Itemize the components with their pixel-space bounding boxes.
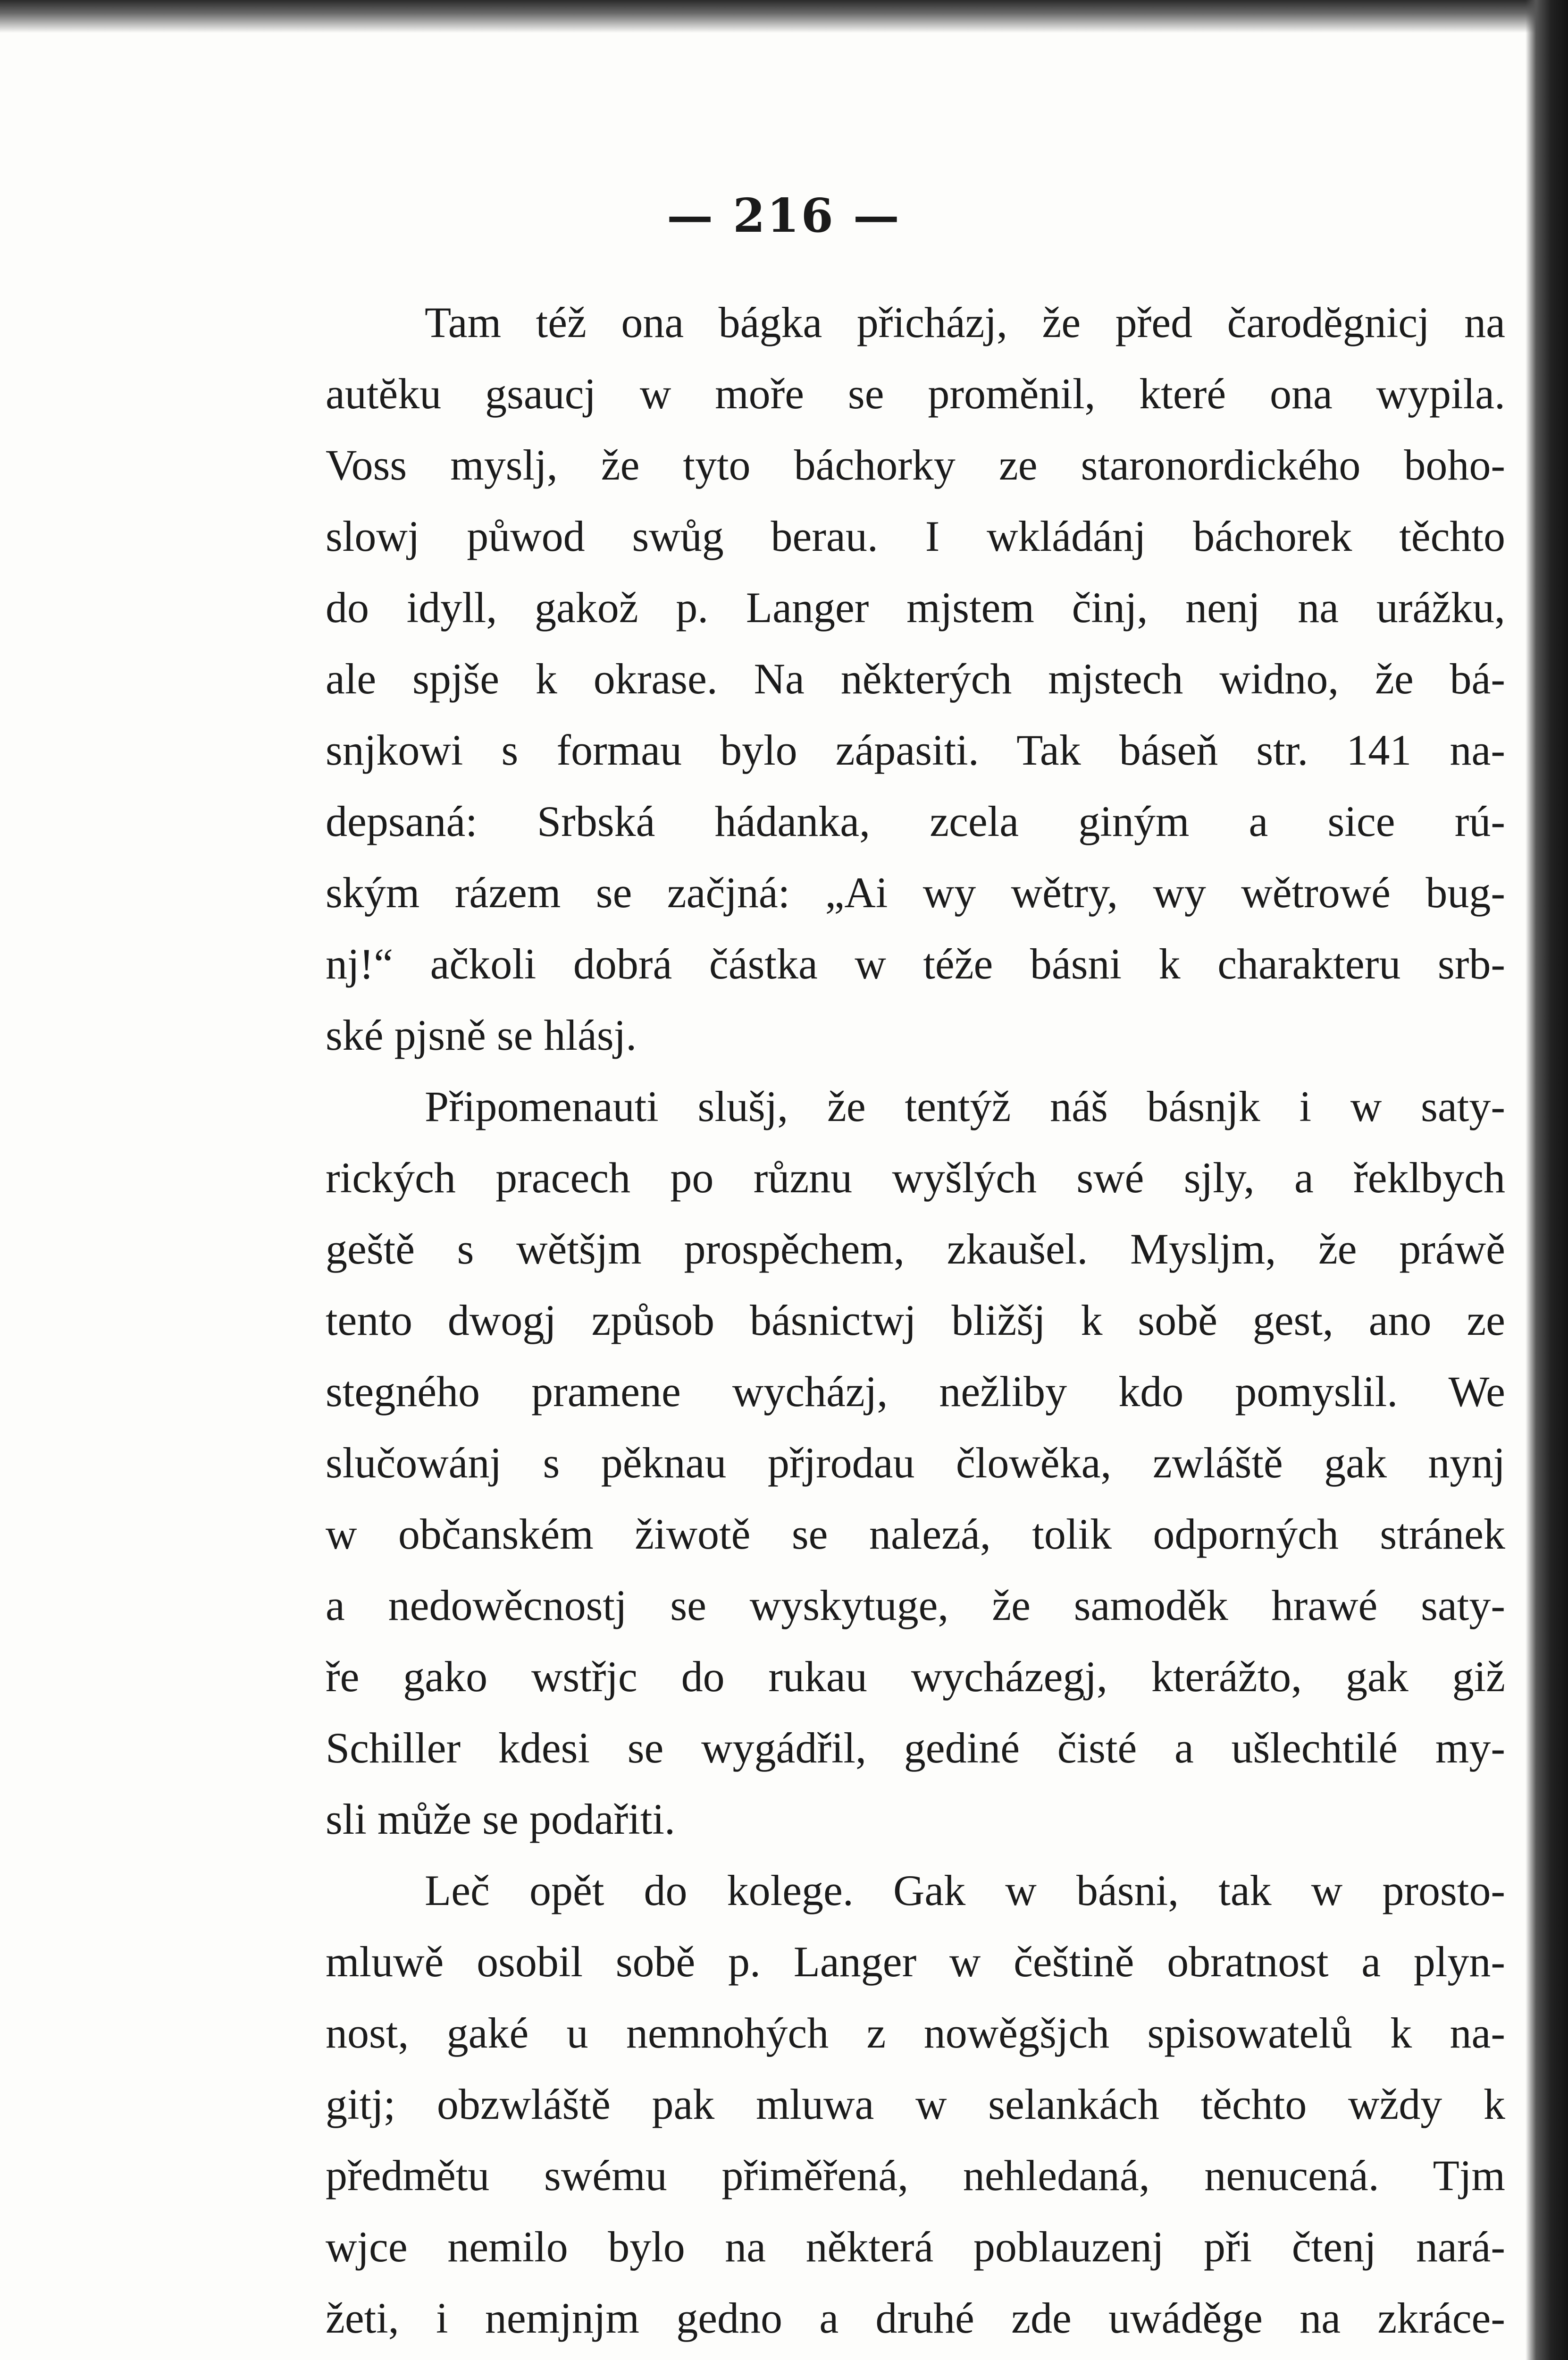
text-line: tento dwogj způsob básnictwj bližšj k sobě gest, ano ze xyxy=(326,1296,1505,1344)
text-line: stegného pramene wycházj, nežliby kdo pomyslil. We xyxy=(326,1367,1505,1416)
text-line: ale spjše k okrase. Na některých mjstech widno, že bá- xyxy=(326,655,1505,703)
text-line: depsaná: Srbská hádanka, zcela giným a sice rú- xyxy=(326,797,1505,845)
text-line: slowj půwod swůg berau. I wkládánj báchorek těchto xyxy=(326,512,1505,560)
body-text xyxy=(326,287,1505,2360)
text-line: wjce nemilo bylo na některá poblauzenj při čtenj nará- xyxy=(326,2223,1505,2271)
text-line: Voss myslj, že tyto báchorky ze staronordického boho- xyxy=(326,441,1505,489)
text-line: snjkowi s formau bylo zápasiti. Tak báseň str. 141 na- xyxy=(326,726,1505,774)
text-line: rických pracech po různu wyšlých swé sjly, a řeklbych xyxy=(326,1154,1505,1202)
page-number: — 216 — xyxy=(667,189,901,243)
text-line: Schiller kdesi se wygádřil, gediné čisté a ušlechtilé my- xyxy=(326,1724,1505,1772)
text-line: gitj; obzwláště pak mluwa w selankách těchto wždy k xyxy=(326,2080,1505,2128)
text-line: geště s wětšjm prospěchem, zkaušel. Myslјm, že práwě xyxy=(326,1225,1505,1273)
text-line: Tam též ona bágka přicházj, že před čarodĕgnicj na xyxy=(425,298,1505,346)
text-line: předmětu swému přiměřená, nehledaná, nenucená. Tjm xyxy=(326,2151,1505,2200)
text-line: autĕku gsaucj w moře se proměnil, které ona wypila. xyxy=(326,370,1505,418)
text-line: nj!“ ačkoli dobrá částka w téže básni k charakteru srb- xyxy=(326,940,1505,988)
text-line: ským rázem se začjná: „Ai wy wětry, wy wětrowé bug- xyxy=(326,868,1505,917)
text-line: slučowánj s pěknau přjrodau člowěka, zwláště gak nynj xyxy=(326,1439,1505,1487)
text-line: Leč opět do kolege. Gak w básni, tak w prosto- xyxy=(425,1866,1505,1914)
text-line: w občanském žiwotě se nalezá, tolik odporných stránek xyxy=(326,1510,1505,1558)
text-line: sli může se podařiti. xyxy=(326,1795,675,1843)
text-line: a nedowěcnostj se wyskytuge, že samoděk hrawé saty- xyxy=(326,1581,1505,1629)
scan-edge-top xyxy=(0,0,1568,33)
text-line: mluwě osobil sobě p. Langer w češtině obratnost a plyn- xyxy=(326,1938,1505,1986)
text-line: do idyll, gakož p. Langer mjstem činj, nenj na urážku, xyxy=(326,583,1505,632)
text-line: Připomenauti slušj, že tentýž náš básnjk i w saty- xyxy=(425,1082,1505,1130)
text-line: žeti, i nemjnjm gedno a druhé zde uwáděge na zkráce- xyxy=(326,2294,1505,2342)
scan-edge-right xyxy=(1526,0,1568,2360)
text-line: ře gako wstřjc do rukau wycházegj, kterážto, gak giž xyxy=(326,1652,1505,1701)
text-line xyxy=(326,2354,1505,2360)
text-line: ské pjsně se hlásj. xyxy=(326,1011,637,1059)
text-line: nost, gaké u nemnohých z nowěgšjch spisowatelů k na- xyxy=(326,2009,1505,2057)
